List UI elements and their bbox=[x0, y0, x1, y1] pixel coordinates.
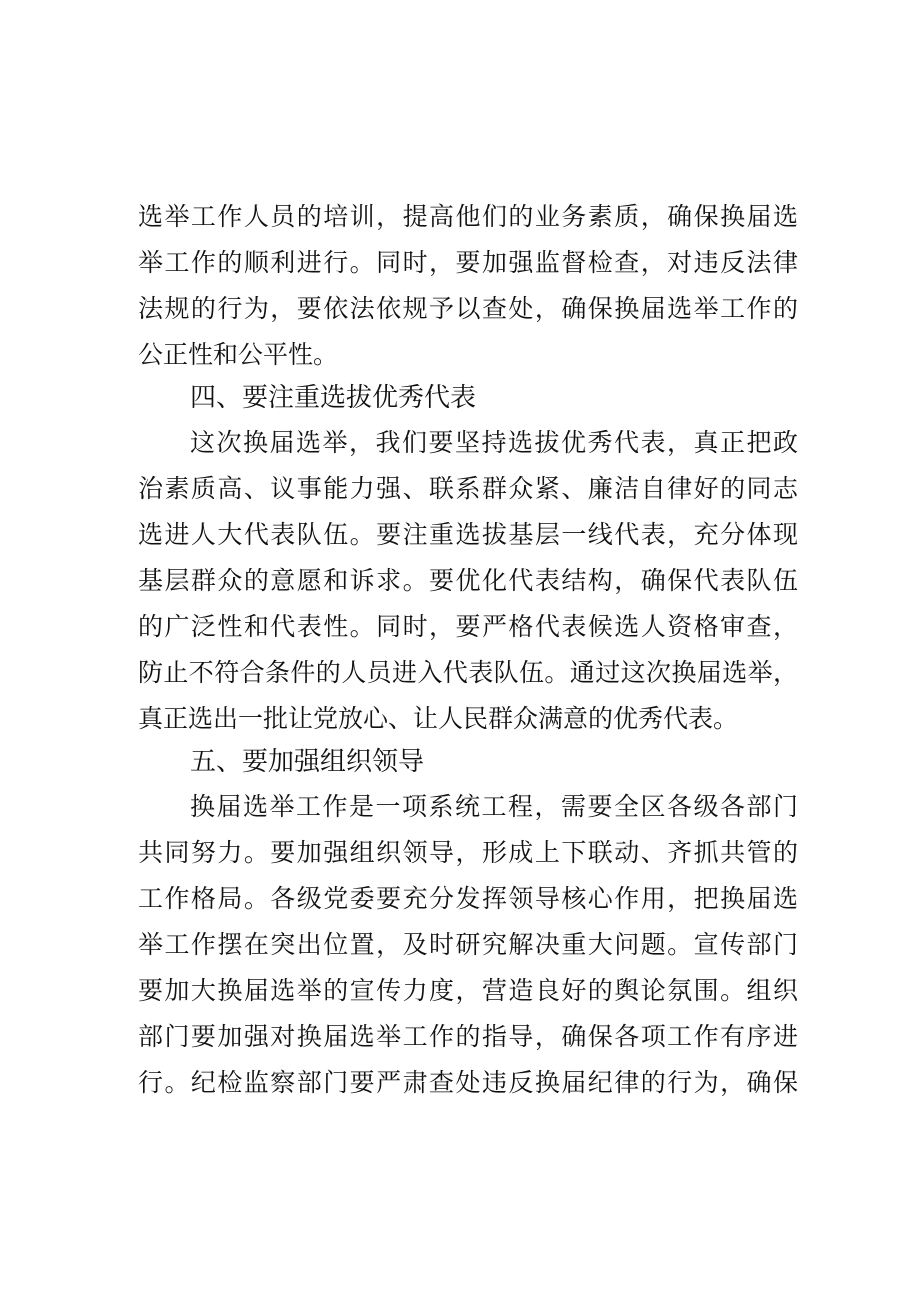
paragraph-line: 公正性和公平性。 bbox=[138, 340, 339, 369]
section-heading: 四、要注重选拔优秀代表 bbox=[190, 383, 477, 413]
paragraph-line: 共同努力。要加强组织领导，形成上下联动、齐抓共管的 bbox=[138, 838, 798, 867]
paragraph-line: 真正选出一批让党放心、让人民群众满意的优秀代表。 bbox=[138, 704, 739, 733]
paragraph-line: 换届选举工作是一项系统工程，需要全区各级各部门 bbox=[190, 792, 798, 821]
paragraph-line: 的广泛性和代表性。同时，要严格代表候选人资格审查， bbox=[138, 612, 798, 641]
paragraph-line: 防止不符合条件的人员进入代表队伍。通过这次换届选举， bbox=[138, 658, 798, 687]
paragraph-line: 举工作的顺利进行。同时，要加强监督检查，对违反法律 bbox=[138, 248, 798, 277]
paragraph-line: 法规的行为，要依法依规予以查处，确保换届选举工作的 bbox=[138, 294, 798, 323]
paragraph-line: 这次换届选举，我们要坚持选拔优秀代表，真正把政 bbox=[190, 428, 798, 457]
paragraph-line: 工作格局。各级党委要充分发挥领导核心作用，把换届选 bbox=[138, 884, 798, 913]
paragraph-line: 部门要加强对换届选举工作的指导，确保各项工作有序进 bbox=[138, 1022, 798, 1051]
section-heading: 五、要加强组织领导 bbox=[190, 747, 425, 777]
paragraph-line: 举工作摆在突出位置，及时研究解决重大问题。宣传部门 bbox=[138, 930, 798, 959]
paragraph-line: 行。纪检监察部门要严肃查处违反换届纪律的行为，确保 bbox=[138, 1068, 798, 1097]
paragraph-line: 选进人大代表队伍。要注重选拔基层一线代表，充分体现 bbox=[138, 520, 798, 549]
paragraph-line: 要加大换届选举的宣传力度，营造良好的舆论氛围。组织 bbox=[138, 976, 798, 1005]
paragraph-line: 治素质高、议事能力强、联系群众紧、廉洁自律好的同志 bbox=[138, 474, 798, 503]
paragraph-line: 选举工作人员的培训，提高他们的业务素质，确保换届选 bbox=[138, 202, 798, 231]
paragraph-line: 基层群众的意愿和诉求。要优化代表结构，确保代表队伍 bbox=[138, 566, 798, 595]
